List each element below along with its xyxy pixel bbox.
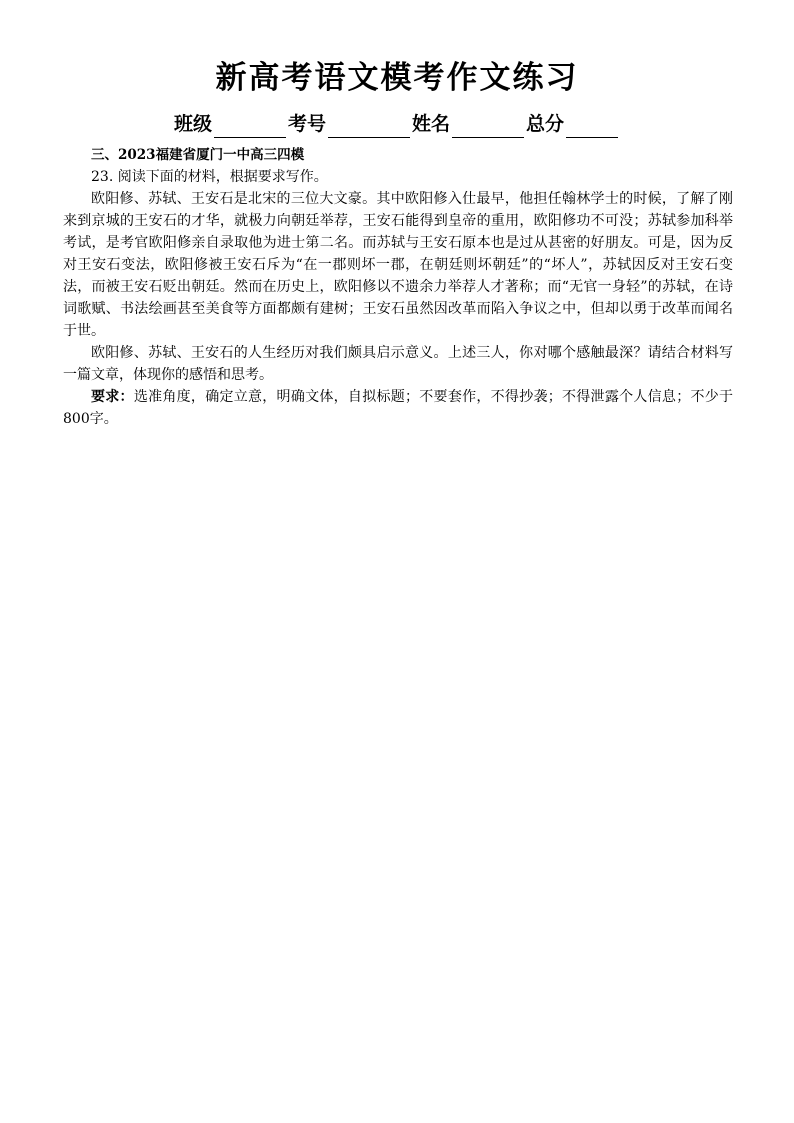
class-label: 班级 [173,113,212,135]
page-title: 新高考语文模考作文练习 [215,60,579,96]
score-blank[interactable] [566,115,618,138]
exam-number-blank[interactable] [328,115,410,138]
requirement-label: 要求： [91,389,134,405]
section-heading: 三、2023福建省厦门一中高三四模 [91,147,305,163]
task-paragraph: 欧阳修、苏轼、王安石的人生经历对我们颇具启示意义。上述三人，你对哪个感触最深？请结合材料写一篇文章，体现你的感悟和思考。 [63,345,733,383]
requirement-text: 选准角度，确定立意，明确文体，自拟标题；不要套作，不得抄袭；不得泄露个人信息；不少于800字。 [63,389,734,427]
name-blank[interactable] [452,115,524,138]
student-info-row [0,110,794,138]
document-body [63,144,733,430]
question-prompt: 23. 阅读下面的材料，根据要求写作。 [91,169,328,185]
material-paragraph: 欧阳修、苏轼、王安石是北宋的三位大文豪。其中欧阳修入仕最早，他担任翰林学士的时候，了解了刚来到京城的王安石的才华，就极力向朝廷举荐，王安石能得到皇帝的重用，欧阳修功不可没；苏轼参加科举考试，是考官欧阳修亲自录取他为进士第二名。而苏轼与王安石原本也是过从甚密的好朋友。可是，因为反对王安石变法，欧阳修被王安石斥为“在一郡则坏一郡，在朝廷则坏朝廷”的“坏人”，苏轼因反对王安石变法，而被王安石贬出朝廷。然而在历史上，欧阳修以不遗余力举荐人才著称；而“无官一身轻”的苏轼，在诗词歌赋、书法绘画甚至美食等方面都颇有建树；王安石虽然因改革而陷入争议之中，但却以勇于改革而闻名于世。 [63,191,733,339]
score-label: 总分 [526,113,565,135]
class-blank[interactable] [214,115,286,138]
exam-number-label: 考号 [287,113,326,135]
name-label: 姓名 [412,113,451,135]
requirement-paragraph [63,386,733,430]
